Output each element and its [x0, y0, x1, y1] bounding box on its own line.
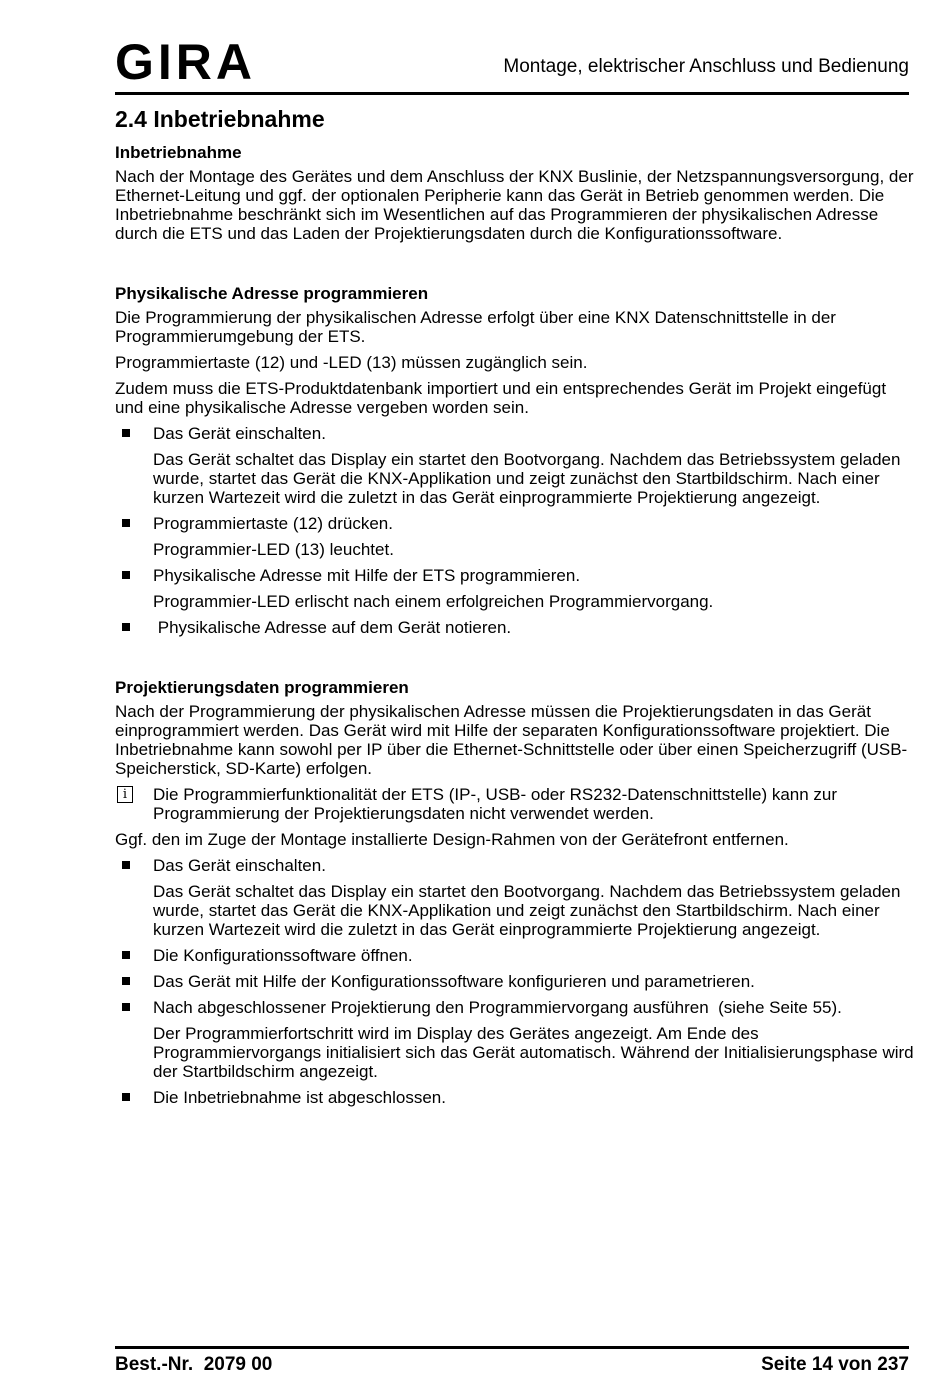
subsection-heading: Projektierungsdaten programmieren — [115, 678, 409, 697]
list-item-result: Programmier-LED erlischt nach einem erfolgreichen Programmiervorgang. — [153, 592, 714, 611]
bullet-square-icon — [122, 623, 130, 631]
paragraph: Zudem muss die ETS-Produktdatenbank importiert und ein entsprechendes Gerät im Projekt eingefügt und eine physikalische Adresse vergeben worden sein. — [115, 379, 887, 417]
list-item-result: Das Gerät schaltet das Display ein startet den Bootvorgang. Nachdem das Betriebssystem geladen wurde, startet das Gerät die KNX-Applikation und zeigt zunächst den Startbildschirm. Nach einer kurzen Wartezeit wird die zuletzt in das Gerät einprogrammierte Projektierung angezeigt. — [153, 450, 901, 507]
paragraph: Nach der Montage des Gerätes und dem Anschluss der KNX Buslinie, der Netzspannungsversorgung, der Ethernet-Leitung und ggf. der optionalen Peripherie kann das Gerät in Betrieb genommen werden. Die Inbetriebnahme beschränkt sich im Wesentlichen auf das Programmieren der physikalischen Adresse durch die ETS und das Laden der Projektierungsdaten durch die Konfigurationssoftware. — [115, 167, 914, 243]
section-inbetriebnahme — [115, 142, 915, 243]
paragraph: Ggf. den im Zuge der Montage installierte Design-Rahmen von der Gerätefront entfernen. — [115, 830, 789, 849]
list-item: Physikalische Adresse auf dem Gerät notieren. — [115, 618, 915, 637]
section-title: 2.4 Inbetriebnahme — [115, 106, 325, 132]
paragraph: Nach der Programmierung der physikalischen Adresse müssen die Projektierungsdaten in das Gerät einprogrammiert werden. Das Gerät wird mit Hilfe der separaten Konfigurationssoftware projektiert. Die Inbetriebnahme kann sowohl per IP über die Ethernet-Schnittstelle oder über einen Speicherzugriff (USB-Speicherstick, SD-Karte) erfolgen. — [115, 702, 908, 778]
paragraph: Programmiertaste (12) und -LED (13) müssen zugänglich sein. — [115, 353, 588, 372]
order-number: Best.-Nr. 2079 00 — [115, 1354, 273, 1375]
section-project-data — [115, 677, 915, 1107]
list-item: Programmiertaste (12) drücken. — [115, 514, 915, 533]
page-content — [115, 104, 915, 1147]
list-item: Physikalische Adresse mit Hilfe der ETS programmieren. — [115, 566, 915, 585]
bullet-square-icon — [122, 1003, 130, 1011]
page-number: Seite 14 von 237 — [761, 1354, 909, 1375]
page-footer — [115, 1346, 909, 1374]
section-physical-address — [115, 283, 915, 637]
subsection-heading: Physikalische Adresse programmieren — [115, 284, 429, 303]
list-item: Die Konfigurationssoftware öffnen. — [115, 946, 915, 965]
bullet-square-icon — [122, 951, 130, 959]
subsection-heading: Inbetriebnahme — [115, 143, 242, 162]
bullet-square-icon — [122, 861, 130, 869]
list-item: Die Inbetriebnahme ist abgeschlossen. — [115, 1088, 915, 1107]
list-item-result: Programmier-LED (13) leuchtet. — [153, 540, 394, 559]
list-item-result: Das Gerät schaltet das Display ein startet den Bootvorgang. Nachdem das Betriebssystem geladen wurde, startet das Gerät die KNX-Applikation und zeigt zunächst den Startbildschirm. Nach einer kurzen Wartezeit wird die zuletzt in das Gerät einprogrammierte Projektierung angezeigt. — [153, 882, 901, 939]
info-icon: i — [117, 786, 133, 803]
bullet-square-icon — [122, 571, 130, 579]
list-item: Nach abgeschlossener Projektierung den Programmiervorgang ausführen (siehe Seite 55). — [115, 998, 915, 1017]
bullet-square-icon — [122, 519, 130, 527]
header-title: Montage, elektrischer Anschluss und Bedienung — [503, 56, 909, 77]
list-item-result: Der Programmierfortschritt wird im Display des Gerätes angezeigt. Am Ende des Programmiervorgangs initialisiert sich das Gerät automatisch. Während der Initialisierungsphase wird der Startbildschirm angezeigt. — [153, 1024, 914, 1081]
paragraph: Die Programmierung der physikalischen Adresse erfolgt über eine KNX Datenschnittstelle in der Programmierumgebung der ETS. — [115, 308, 836, 346]
brand-logo: GIRA — [115, 34, 256, 90]
list-item: Das Gerät einschalten. — [115, 856, 915, 875]
bullet-square-icon — [122, 429, 130, 437]
list-item: Das Gerät mit Hilfe der Konfigurationssoftware konfigurieren und parametrieren. — [115, 972, 915, 991]
bullet-square-icon — [122, 1093, 130, 1101]
list-item: Das Gerät einschalten. — [115, 424, 915, 443]
info-note: i Die Programmierfunktionalität der ETS (IP-, USB- oder RS232-Datenschnittstelle) kann zur Programmierung der Projektierungsdaten nicht verwendet werden. — [115, 785, 915, 823]
page-header — [115, 36, 909, 95]
bullet-square-icon — [122, 977, 130, 985]
